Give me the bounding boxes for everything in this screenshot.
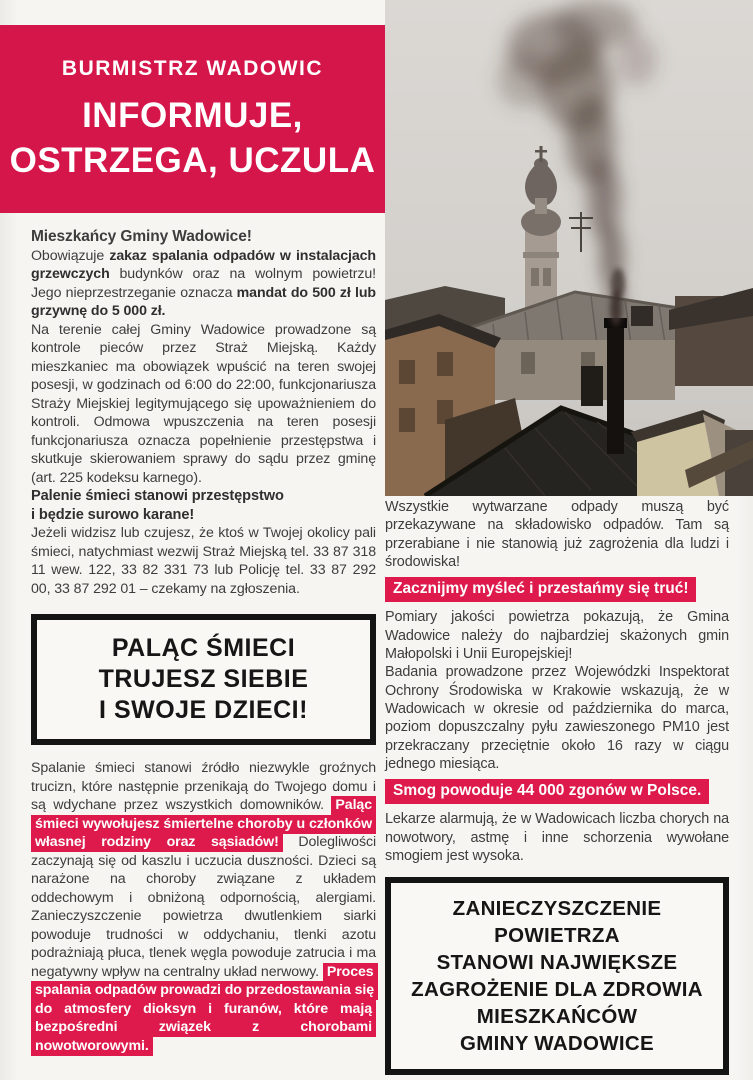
warning-line: MIESZKAŃCÓW — [476, 1005, 638, 1029]
right-column — [385, 498, 729, 1075]
left-column — [31, 228, 376, 1055]
subhead-crime — [31, 487, 376, 524]
banner-smog-deaths: Smog powoduje 44 000 zgonów w Polsce. — [385, 779, 709, 804]
text-run: Obowiązuje — [31, 247, 110, 264]
paragraph-toxins — [31, 759, 376, 1055]
paragraph-report: Jeżeli widzisz lub czujesz, że ktoś w Twojej okolicy pali śmieci, natychmiast wezwij Straż Miejską tel. 33 87 318 11 wew. 122, 33 82 331 73 lub Policję tel. 33 87 292 00, 33 87 292 01 – czekamy na zgłoszenia. — [31, 525, 376, 597]
text-run: Dolegliwości zaczynają się od kaszlu i uczucia duszności. Dzieci są narażone na choroby związane z układem oddechowym i obniżoną odpornością, alergiami. Zanieczyszczenie powietrza dwutlenkiem siarki powoduje trudności w oddychaniu, tlenki azotu podrażniają płuca, tlenek węgla powoduje zatrucia i ma negatywny wpływ na centralny układ nerwowy. — [31, 834, 376, 980]
header-title-line2: OSTRZEGA, UCZULA — [9, 141, 376, 180]
paragraph-controls: Na terenie całej Gminy Wadowice prowadzone są kontrole pieców przez Straż Miejską. Każdy mieszkaniec ma obowiązek wpuścić na teren swojej posesji, w godzinach od 6:00 do 22:00, funkcjonariusza Straży Miejskiej legitymującego się upoważnieniem do kontroli. Odmowa wpuszczenia na teren posesji funkcjonariusza oznacza popełnienie przestępstwa i skutkuje skierowaniem sprawy do sądu przez gminę (art. 225 kodeksu karnego). — [31, 321, 376, 486]
paragraph-pm10: Badania prowadzone przez Wojewódzki Inspektorat Ochrony Środowiska w Krakowie wskazują, że w Wadowicach w okresie od października do marca, poziom dopuszczalny pyłu zawieszonego PM10 jest przekraczany przeciętnie około 16 razy w ciągu jednego miesiąca. — [385, 664, 729, 772]
header-banner — [0, 25, 385, 213]
header-title — [0, 93, 385, 183]
header-eyebrow: BURMISTRZ WADOWIC — [61, 57, 324, 80]
warning-line: PALĄC ŚMIECI — [111, 634, 296, 662]
subhead-line2: i będzie surowo karane! — [31, 506, 195, 523]
warning-box-burning — [31, 614, 376, 745]
warning-box-pollution — [385, 877, 729, 1075]
salutation: Mieszkańcy Gminy Wadowice! — [31, 228, 252, 245]
paragraph-doctors: Lekarze alarmują, że w Wadowicach liczba chorych na nowotwory, astmę i inne schorzenia wywołane smogiem jest wysoka. — [385, 811, 729, 865]
paragraph-air-quality: Pomiary jakości powietrza pokazują, że Gmina Wadowice należy do najbardziej skażonych gmin Małopolski i Unii Europejskiej! — [385, 609, 729, 663]
warning-line: GMINY WADOWICE — [459, 1032, 654, 1056]
highlight-deadly-diseases: Paląc śmieci wywołujesz śmiertelne choroby u członków własnej rodziny oraz sąsiadów! — [31, 796, 376, 852]
header-title-line1: INFORMUJE, — [82, 96, 303, 135]
chimney — [604, 318, 627, 454]
text-run: budynków oraz na wolnym powietrzu! Jego nieprzestrzeganie oznacza — [31, 266, 376, 301]
warning-line: STANOWI NAJWIĘKSZE — [436, 951, 678, 975]
warning-line: POWIETRZA — [494, 924, 620, 948]
chimney-smoke-illustration — [385, 0, 753, 496]
bold-run: mandat do 500 zł lub grzywnę do 5 000 zł. — [31, 284, 376, 319]
warning-line: ZAGROŻENIE DLA ZDROWIA — [411, 978, 703, 1002]
paragraph-landfill: Wszystkie wytwarzane odpady muszą być przekazywane na składowisko odpadów. Tam są przerabiane i nie stanowią już zagrożenia dla ludzi i środowiska! — [385, 499, 729, 570]
chimney-smoke-photo — [385, 0, 753, 496]
paragraph-ban — [31, 247, 376, 321]
warning-line: I SWOJE DZIECI! — [99, 696, 308, 724]
banner-stop-poisoning: Zacznijmy myśleć i przestańmy się truć! — [385, 577, 696, 602]
text-run: Spalanie śmieci stanowi źródło niezwykle groźnych trucizn, które następnie przenikają do Twojego domu i są wdychane przez wszystkich domowników. — [31, 760, 376, 813]
warning-line: TRUJESZ SIEBIE — [98, 665, 309, 693]
subhead-line1: Palenie śmieci stanowi przestępstwo — [31, 488, 284, 504]
bold-run: zakaz spalania odpadów w instalacjach grzewczych — [31, 247, 376, 282]
warning-line: ZANIECZYSZCZENIE — [452, 897, 662, 921]
highlight-dioxins: Proces spalania odpadów prowadzi do przedostawania się do atmosfery dioksyn i furanów, które mają bezpośredni związek z chorobami nowotworowymi. — [31, 963, 378, 1056]
